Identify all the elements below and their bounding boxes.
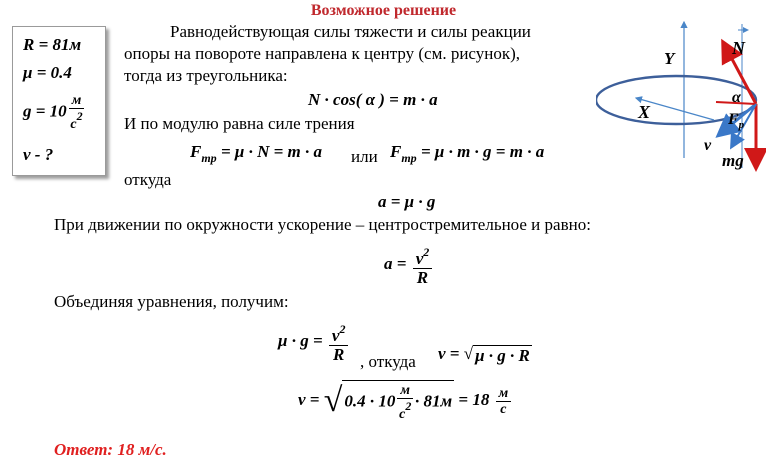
formula-numeric-result-num: м — [496, 386, 512, 402]
formula-friction-1 — [190, 142, 322, 166]
formula-numeric — [298, 380, 513, 422]
formula-numeric-unit-num: м — [397, 383, 413, 399]
formula-friction-2-lhs: F — [390, 142, 402, 161]
formula-friction-1-rhs: = μ · N = m · a — [216, 142, 323, 161]
formula-friction-1-sub: mp — [201, 151, 217, 165]
formula-friction-1-lhs: F — [190, 142, 202, 161]
para2: И по модулю равна силе трения — [124, 114, 355, 133]
formula-friction-2-sub: mp — [401, 151, 417, 165]
formula-centripetal-num: v — [415, 249, 424, 268]
formula-combined — [278, 320, 350, 364]
formula-friction-2-rhs: = μ · m · g = m · a — [416, 142, 545, 161]
label-normal-force: N — [732, 38, 745, 58]
formula-numeric-result-unit — [496, 386, 512, 417]
given-g-lhs: g = 10 — [23, 101, 67, 121]
formula-n-cos: N · cos( α ) = m · a — [308, 90, 438, 109]
formula-numeric-unit — [397, 383, 413, 422]
word-otkuda: откуда — [124, 170, 172, 189]
given-mu: μ = 0.4 — [23, 63, 72, 82]
label-x-axis: X — [638, 102, 651, 122]
formula-combined-num: v — [331, 326, 340, 345]
formula-a-mu-g: a = μ · g — [378, 192, 436, 211]
given-g — [23, 93, 86, 132]
formula-numeric-unit-pow: 2 — [405, 399, 412, 413]
formula-centripetal-pow: 2 — [423, 245, 430, 259]
given-radius: R = 81м — [23, 35, 82, 54]
formula-numeric-unit-den: c — [399, 407, 406, 422]
formula-combined-pow: 2 — [339, 322, 346, 336]
given-g-unit-num: м — [69, 93, 85, 109]
para4: Объединяя уравнения, получим: — [54, 292, 289, 311]
formula-v-sqrt — [438, 344, 532, 366]
formula-combined-den: R — [333, 345, 345, 364]
formula-numeric-rad-a: 0.4 · 10 — [344, 391, 396, 411]
formula-numeric-radicand — [342, 380, 454, 422]
label-y-axis: Y — [664, 49, 675, 68]
formula-combined-lhs: μ · g = — [278, 330, 323, 350]
formula-centripetal-den: R — [416, 268, 429, 287]
formula-centripetal-frac — [413, 243, 433, 287]
formula-centripetal — [384, 243, 434, 287]
formula-numeric-result-den: c — [500, 401, 507, 417]
answer-text: Ответ: 18 м/с. — [54, 440, 167, 459]
label-velocity: v — [704, 137, 712, 154]
word-comma-otkuda: , откуда — [360, 352, 416, 371]
para3: При движении по окружности ускорение – центростремительное и равно: — [54, 215, 591, 234]
formula-numeric-rad-b: · 81м — [415, 391, 453, 411]
given-g-unit-pow: 2 — [76, 109, 83, 123]
formula-numeric-radical — [324, 380, 454, 422]
para1-line2: опоры на повороте направлена к центру (см. рисунок), — [124, 44, 521, 63]
para1-line1: Равнодействующая силы тяжести и силы реакции — [170, 22, 531, 41]
given-unknown: v - ? — [23, 145, 54, 164]
formula-numeric-lhs: v = — [298, 389, 320, 409]
solution-title: Возможное решение — [310, 2, 457, 19]
formula-v-sqrt-lhs: v = — [438, 344, 460, 363]
formula-v-sqrt-radical — [464, 344, 532, 366]
formula-combined-frac — [329, 320, 349, 364]
label-friction-f: F — [728, 111, 739, 128]
word-ili: или — [351, 147, 378, 166]
formula-friction-2 — [390, 142, 544, 166]
label-alpha: α — [732, 89, 741, 106]
radical-sign-large-icon: √ — [323, 382, 343, 419]
given-g-unit-den: c — [70, 117, 77, 132]
label-friction-sub: p — [738, 119, 745, 131]
force-diagram — [596, 18, 766, 178]
formula-centripetal-lhs: a = — [384, 253, 407, 273]
given-g-unit — [69, 93, 85, 132]
formula-v-sqrt-radicand: μ · g · R — [475, 345, 530, 365]
formula-numeric-rhs: = 18 — [458, 389, 490, 409]
label-gravity: mg — [722, 151, 744, 170]
given-box — [12, 26, 106, 176]
radical-sign-icon: √ — [463, 344, 474, 364]
para1-line3: тогда из треугольника: — [124, 66, 288, 85]
